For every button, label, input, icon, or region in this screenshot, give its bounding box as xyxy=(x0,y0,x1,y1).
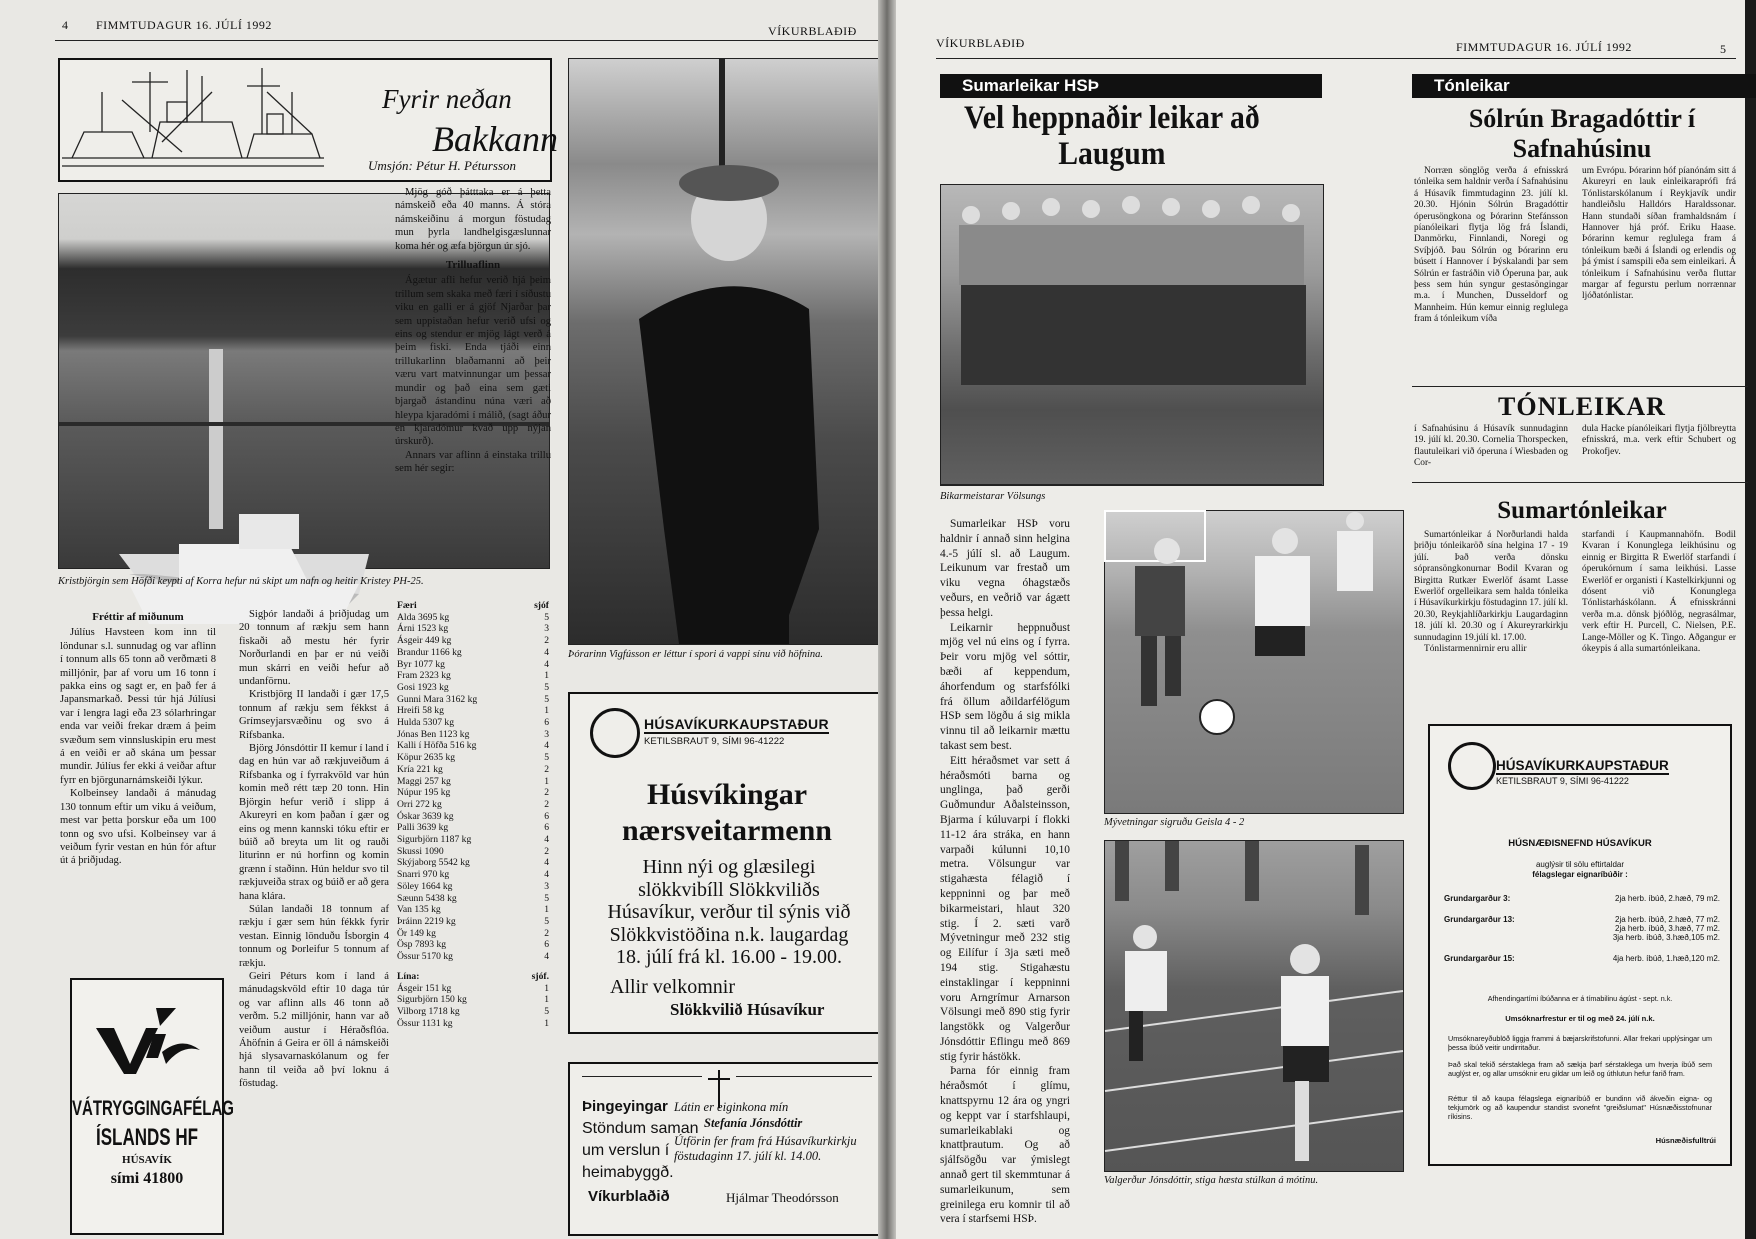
table-row xyxy=(397,857,549,869)
sumarleikar-kicker: Sumarleikar HSÞ xyxy=(940,74,1322,98)
trips: 6 xyxy=(544,810,549,822)
boat-catch: Alda 3695 kg xyxy=(397,611,450,623)
table-row xyxy=(397,994,549,1006)
thing-line5: Víkurblaðið xyxy=(588,1188,670,1205)
boat-catch: Össur 1131 kg xyxy=(397,1017,453,1029)
leikar-para: Eitt héraðsmet var sett á héraðsmóti barna og unglinga, það gerði Guðmundur Aðalsteinsson, Bjarma í kúluvarpi í flokki 11-12 ára stráka, en hann varpaði kúlunni 10,10 metra. Völsungur var stigahæsta félagið í keppninni og þar með bikarmeistari, hlaut 320 stig. Í 2. sæti varð Mývetningur með 232 stig og Eilífur í 3ja sæti með 194 stig. Stigahæstu einstaklingar í keppninni voru Arngrímur Arnarson Völsungi með 890 stig fyrir langstökk og Valgerður Jónsdóttir Eflingu með 869 stig fyrir hástökk. xyxy=(940,754,1070,1063)
kaupstadur-ad xyxy=(568,692,886,1034)
trips: 3 xyxy=(544,880,549,892)
column-title-line2: Bakkann xyxy=(432,119,558,159)
obit-signed: Hjálmar Theodórsson xyxy=(726,1190,839,1205)
boat-catch: Fram 2323 kg xyxy=(397,670,451,682)
team-figures xyxy=(941,185,1323,485)
husnaedi-address: KETILSBRAUT 9, SÍMI 96-41222 xyxy=(1496,776,1629,786)
catch-table xyxy=(397,600,549,1029)
trips: 1 xyxy=(544,775,549,787)
table-row xyxy=(397,893,549,905)
sumarleikar-headline: Vel heppnaðir leikar að Laugum xyxy=(964,100,1260,172)
page-number-right: 5 xyxy=(1720,42,1727,56)
right-page xyxy=(896,0,1745,1239)
trips: 3 xyxy=(544,728,549,740)
running-head-paper-right: VÍKURBLAÐIÐ xyxy=(936,36,1025,50)
boat-catch: Jónas Ben 1123 kg xyxy=(397,728,470,740)
apartment-spec: 2ja herb. íbúð, 2.hæð, 79 m2. xyxy=(1615,894,1720,903)
table-row xyxy=(397,752,549,764)
boat-catch: Skussi 1090 xyxy=(397,845,444,857)
tonleikar-kicker: Tónleikar xyxy=(1412,74,1756,98)
boat-catch: Sigurbjörn 150 kg xyxy=(397,994,467,1006)
leikar-article-col xyxy=(940,517,1070,1226)
town-crest-icon xyxy=(590,708,640,758)
trips: 6 xyxy=(544,717,549,729)
table-row xyxy=(397,694,549,706)
trips: 1 xyxy=(544,982,549,994)
trillu-subhead: Trilluaflinn xyxy=(445,259,501,272)
runner-caption: Valgerður Jónsdóttir, stiga hæsta stúlkan á mótinu. xyxy=(1104,1175,1319,1186)
trips: 5 xyxy=(544,693,549,705)
leikar-para: Sumarleikar HSÞ voru haldnir í annað sinn helgina 4.-5 júlí sl. að Laugum. Leikunum var frestað um viku vegna óhagstæðs veðurs, en veðrið var ágætt þessa helgi. xyxy=(940,518,1070,619)
boat-catch: Sigurbjörn 1187 kg xyxy=(397,834,472,846)
man-caption: Þórarinn Vigfússon er léttur í spori á vappi sínu við höfnina. xyxy=(568,649,824,660)
ad-head1: Húsvíkingar xyxy=(646,778,808,811)
table-row xyxy=(397,717,549,729)
table-head-right: sjóf xyxy=(534,600,549,611)
boat-catch: Ásgeir 151 kg xyxy=(397,982,452,994)
boat-catch: Söley 1664 kg xyxy=(397,880,453,892)
soccer-photo xyxy=(1104,510,1404,814)
trips: 6 xyxy=(544,939,549,951)
thing-line4: heimabyggð. xyxy=(582,1164,674,1181)
kaupstadur-address: KETILSBRAUT 9, SÍMI 96-41222 xyxy=(644,736,785,747)
boat-catch: Sæunn 5438 kg xyxy=(397,892,457,904)
column-title-line1: Fyrir neðan xyxy=(382,84,512,114)
boat-catch: Palli 3639 kg xyxy=(397,822,449,834)
man-photo xyxy=(568,58,883,645)
column-header-box xyxy=(58,58,558,182)
column-byline: Umsjón: Pétur H. Pétursson xyxy=(368,158,517,173)
ad-body: Hinn nýi og glæsilegi slökkvibíll Slökkviliðs Húsavíkur, verður til sýnis við Slökkvistöðina n.k. laugardag 18. júlí frá kl. 16.00 - 19.00. xyxy=(607,856,851,968)
soccer-figures xyxy=(1105,511,1403,813)
table-row xyxy=(397,635,549,647)
news-subhead: Fréttir af miðunum xyxy=(92,611,184,623)
table-row xyxy=(397,729,549,741)
table-row xyxy=(397,916,549,928)
tonleikar-col-2: dula Hacke píanóleikari flytja fjölbreytta efnisskrá, m.a. verk eftir Schubert og Prokofjev. xyxy=(1582,424,1736,457)
runner-figures xyxy=(1105,841,1403,1171)
table-row xyxy=(397,811,549,823)
table-head-left: Færi xyxy=(397,600,417,611)
vikurbladid-ad xyxy=(568,1062,886,1236)
table-row xyxy=(397,647,549,659)
running-head-date: FIMMTUDAGUR 16. JÚLÍ 1992 xyxy=(96,18,272,32)
table-row xyxy=(397,881,549,893)
trips: 5 xyxy=(544,1005,549,1017)
tonleikar-col-1: í Safnahúsinu á Húsavík sunnudaginn 19. júlí kl. 20.30. Cornelia Thorspecken, flautuleikari við óperuna í Wiesbaden og Cor- xyxy=(1414,424,1568,469)
boat-catch: Kalli í Höfða 516 kg xyxy=(397,740,477,752)
tonleikar-banner: TÓNLEIKAR xyxy=(1498,392,1666,421)
col2-para: Björg Jónsdóttir II kemur í land í dag en hún var að rækjuveiðum á Rifsbanka og í fyrrakvöld var hún komin með rétt tæp 20 tonn. Hin Björgin hefur verið í slipp á Akureyri en kom þaðan í gær og eins og menn kannski tóku eftir er búið að breyta um lit og rauði liturinn er nú horfinn og komin grænn í staðinn. Hún heldur svo til rækjuveiða strax og búið er að gera hana klára. xyxy=(239,743,389,902)
vis-name2: ÍSLANDS HF xyxy=(96,1124,198,1151)
trips: 2 xyxy=(544,763,549,775)
boat-catch: Köpur 2635 kg xyxy=(397,752,456,764)
husnaedi-ad: HÚSAVÍKURKAUPSTAÐUR KETILSBRAUT 9, SÍMI 96-41222 HÚSNÆÐISNEFND HÚSAVÍKUR auglýsir til sölu eftirtaldar félagslegar eignaríbúðir : Grundargarður 3: 2ja herb. íbúð, 2.hæð, 79 m2. Grundargarður 13: 2ja herb. íbúð, 2.hæð, 77 m2. 2ja herb. íbúð, 3.hæð, 77 m2. 3ja herb. íbúð, 3.hæð,105 m2. Grundargarður 15: 4ja herb. íbúð, 1.hæð,120 m2. Afhendingartími íbúðanna er á tímabilinu ágúst - sept. n.k. Umsóknarfrestur er til og með 24. júlí n.k. Umsóknareyðublöð liggja frammi á bæjarskrifstofunni. Allar frekari upplýsingar um þessa íbúð veitir undirritaður. Það skal tekið sérstaklega fram að sækja þarf sérstaklega um hverja íbúð sem auglýst er, og allar umsóknir eru gildar um leið og úthlutun hefur farið fram. Réttur til að kaupa félagslega eignaríbúð er bundinn við ákveðin eigna- og tekjumörk og að kaupendur standist svonefnt "greiðslumat" Húsnæðisstofnunar ríkisins. Húsnæðisfulltrúi xyxy=(1428,724,1732,1166)
trips: 2 xyxy=(544,845,549,857)
sumar-col-1: Sumartónleikar á Norðurlandi halda þriðju tónleikaröð sína helgina 17 - 19 júlí. Það verða dönsku sópransöngkonurnar Bodil Kvaran og Birgitta Rutkær Ewerlöf ásamt Lasse Ewerlöf orgelleikara sem halda tónleika í Húsavíkurkirkju föstudaginn 17. júlí kl. 20.30, Reykjahlíðarkirkju Laugardaginn 18. júlí kl. 20.30 og í Akureyrarkirkju sunnudaginn 19.júlí kl. 17.00. Tónlistarmennirnir eru allir xyxy=(1414,530,1568,655)
table-row xyxy=(397,740,549,752)
boat-catch: Hulda 5307 kg xyxy=(397,717,455,729)
table-row xyxy=(397,928,549,940)
obit-text: Útförin fer fram frá Húsavíkurkirkju föstudaginn 17. júlí kl. 14.00. xyxy=(674,1134,857,1163)
table-row xyxy=(397,951,549,963)
trips: 5 xyxy=(544,752,549,764)
vis-town: HÚSAVÍK xyxy=(122,1154,172,1166)
boat-catch: Ösp 7893 kg xyxy=(397,939,447,951)
col2-para: Súlan landaði 18 tonnum af rækju í gær sem hún fékkk fyrir vestan. Einnig lönduðu Ísborgin 4 tonnum og Þorleifur 5 tonnum af rækju. xyxy=(239,903,389,969)
table-row xyxy=(397,834,549,846)
thing-line1: Þingeyingar xyxy=(582,1098,668,1115)
col3-para: Ágætur afli hefur verið hjá þeim trillum sem skaka með færi í síðustu viku en galli er á gjöf Njarðar þar sem uppistaðan hefur verið ufsi og eins og stendur er mjög lágt verð á þeim fiski. Enda tjáði einn trillukarlinn blaðamanni að þeir væru vart matvinnungar um þessar mundir og það eina sem gæti bjargað ástandinu núna væri að hleypa kjaradómi í málið, (sagt áður en kjaradómur kvað upp nýjan úrskurð). xyxy=(395,275,551,448)
apartment-row xyxy=(1444,915,1720,942)
boat-catch: Brandur 1166 kg xyxy=(397,646,462,658)
table-row xyxy=(397,939,549,951)
table-row xyxy=(397,1006,549,1018)
boat-catch: Orri 272 kg xyxy=(397,798,442,810)
table-row xyxy=(397,682,549,694)
boat-catch: Þráinn 2219 kg xyxy=(397,915,456,927)
col3-intro: Mjög góð þátttaka er á þetta námskeið eða 40 manns. Á stóra námskeiðinu á morgun föstudag mun þyrla landhelgisgæslunnar koma hér og æfa björgun úr sjó. xyxy=(395,187,551,252)
boat-catch: Skýjaborg 5542 kg xyxy=(397,857,470,869)
harbor-sketch-illustration xyxy=(62,62,324,174)
trips: 1 xyxy=(544,1017,549,1029)
lina-head-right: sjóf. xyxy=(531,970,549,982)
trips: 1 xyxy=(544,705,549,717)
article-col-2 xyxy=(239,608,389,1233)
trips: 4 xyxy=(544,834,549,846)
boat-catch: Össur 5170 kg xyxy=(397,951,453,963)
apartment-row xyxy=(1444,894,1720,903)
trips: 2 xyxy=(544,927,549,939)
trips: 6 xyxy=(544,822,549,834)
trips: 2 xyxy=(544,798,549,810)
boat-caption: Kristbjörgin sem Höfði keypti af Korra hefur nú skipt um nafn og heitir Kristey PH-25. xyxy=(58,576,424,587)
table-row xyxy=(397,869,549,881)
boat-catch: Gunni Mara 3162 kg xyxy=(397,693,478,705)
table-row xyxy=(397,822,549,834)
boat-catch: Óskar 3639 kg xyxy=(397,810,454,822)
apartment-spec: 2ja herb. íbúð, 3.hæð, 77 m2. xyxy=(1615,924,1720,933)
apartment-spec: 3ja herb. íbúð, 3.hæð,105 m2. xyxy=(1612,933,1720,942)
trips: 4 xyxy=(544,869,549,881)
trips: 1 xyxy=(544,994,549,1006)
leikar-para: Þarna fór einnig fram héraðsmót í glímu, knattspyrnu 12 ára og yngri og keppt var í starfshlaupi, sumarleikablaki og knattþrautum. Og að sjálfsögðu var ýmislegt annað gert til skemmtunar á sumarleikunum, sem greinilega eru komnir til að vera í starfsemi HSÞ. xyxy=(940,1065,1070,1226)
sumartonleikar-headline: Sumartónleikar xyxy=(1497,497,1667,524)
boat-catch: Gosi 1923 kg xyxy=(397,681,449,693)
table-row xyxy=(397,612,549,624)
apartment-spec: 4ja herb. íbúð, 1.hæð,120 m2. xyxy=(1612,954,1720,963)
table-row xyxy=(397,799,549,811)
vis-phone: sími 41800 xyxy=(110,1170,184,1187)
boat-catch: Ör 149 kg xyxy=(397,927,436,939)
trips: 5 xyxy=(544,892,549,904)
thing-line2: Stöndum saman xyxy=(582,1120,699,1137)
runner-photo xyxy=(1104,840,1404,1172)
solrun-col-2: um Evrópu. Þórarinn hóf píanónám sitt á Akureyri en lauk einleikaraprófi frá Tónlistarskólanum í Reykjavík undir handleiðslu Halldórs Haraldssonar. Hann stundaði síðan framhaldsnám í Hannover hjá próf. Eriku Haase. Þórarinn kemur reglulega fram á tónleikum bæði á Íslandi og erlendis og þá ýmist í samspili eða sem einleikari. Á tónleikum í Safnahúsinu verða fluttar margar af fegurstu perlum norrænnar ljóðatónlistar. xyxy=(1582,166,1736,302)
boat-catch: Byr 1077 kg xyxy=(397,658,445,670)
apartment-spec: 2ja herb. íbúð, 2.hæð, 77 m2. xyxy=(1615,915,1720,924)
trips: 4 xyxy=(544,740,549,752)
lina-head-left: Lína: xyxy=(397,970,420,982)
article-col-3 xyxy=(395,186,551,594)
trips: 3 xyxy=(544,623,549,635)
apartment-row xyxy=(1444,954,1720,963)
col2-para: Geiri Péturs kom í land á mánudagskvöld eftir 10 daga túr og var aflinn alls 46 tonn að verðm. 5.2 milljónir, hann var að veiðum austur í Héraðsflóa. Áhöfnin á Geira er öll á námskeiði hjá slysavarnaskólanum og fer hann til veiða að því loknu á föstudag. xyxy=(239,970,389,1090)
table-row xyxy=(397,983,549,995)
solrun-col-1: Norræn sönglög verða á efnisskrá tónleika sem haldnir verða í Safnahúsinu á Húsavík fimmtudaginn 23. júlí kl. 20.30. Hjónin Sólrún Bragadóttir óperusöngkona og Þórarinn Stefánsson píanóleikari flytja lög frá Íslandi, Danmörku, Finnlandi, Noregi og Svíþjóð. Þau Sólrún og Þórarinn eru búsett í Hannover í Þýskalandi þar sem Sólrún er fastráðin við Óperuna þar, auk þess sem hún syngur gestasöngingar m.a. í Munchen, Dusseldorf og Mannheim. Hún kemur einnig reglulega fram á tónleikum víða xyxy=(1414,166,1568,325)
table-row xyxy=(397,670,549,682)
street: Grundargarður 15: xyxy=(1444,954,1515,963)
col3-para: Annars var aflinn á einstaka trillu sem hér segir: xyxy=(395,449,551,475)
trips: 1 xyxy=(544,670,549,682)
trips: 4 xyxy=(544,646,549,658)
boat-catch: Snarri 970 kg xyxy=(397,869,450,881)
leikar-para: Leikarnir heppnuðust mjög vel nú eins og í fyrra. Þeir voru mjög vel sóttir, bæði af keppendum, áhorfendum og starfsfólki frá öllum aðildarfélögum HSÞ sem lögðu á sig mikla vinnu til að leikarnir mættu takast sem best. xyxy=(940,621,1070,752)
table-row xyxy=(397,904,549,916)
boat-catch: Árni 1523 kg xyxy=(397,623,449,635)
vis-name1: VÁTRYGGINGAFÉLAG xyxy=(72,1096,234,1121)
soccer-caption: Mývetningar sigruðu Geisla 4 - 2 xyxy=(1104,817,1245,828)
article-col-1 xyxy=(60,605,216,985)
table-row xyxy=(397,659,549,671)
ad-welcome: Allir velkomnir xyxy=(610,976,735,998)
street: Grundargarður 13: xyxy=(1444,915,1515,924)
town-crest-icon xyxy=(1448,742,1496,790)
solrun-headline: Sólrún Bragadóttir í Safnahúsinu xyxy=(1468,104,1696,163)
trips: 1 xyxy=(544,904,549,916)
trips: 5 xyxy=(544,681,549,693)
col2-para: Kristbjörg II landaði í gær 17,5 tonnum af rækju sem fékkst á Grímseyjarsvæðinu og svo á Rifsbanka. xyxy=(239,689,389,741)
page-number: 4 xyxy=(62,18,69,32)
trips: 4 xyxy=(544,658,549,670)
table-row xyxy=(397,623,549,635)
table-row xyxy=(397,776,549,788)
table-row xyxy=(397,787,549,799)
trips: 5 xyxy=(544,915,549,927)
ad-signoff: Slökkvilið Húsavíkur xyxy=(670,1000,825,1019)
vis-ad xyxy=(70,978,234,1235)
husnaedi-title: HÚSNÆÐISNEFND HÚSAVÍKUR xyxy=(1508,838,1652,849)
trips: 5 xyxy=(544,611,549,623)
trips: 4 xyxy=(544,951,549,963)
running-head-paper: VÍKURBLAÐIÐ xyxy=(768,24,857,38)
table-row xyxy=(397,705,549,717)
col1-para: Kolbeinsey landaði á mánudag 130 tonnum eftir um viku á veiðum, mest var þetta þorskur eða um 100 tonn og svo ufsi. Kolbeinsey var á veiðum fyrir vestan en hún fór aftur út á þriðjudag. xyxy=(60,788,216,867)
boat-catch: Maggi 257 kg xyxy=(397,775,451,787)
obit-intro: Látin er eiginkona mín xyxy=(674,1100,789,1114)
team-caption: Bikarmeistarar Völsungs xyxy=(940,491,1046,502)
thing-line3: um verslun í xyxy=(582,1142,670,1159)
boat-catch: Van 135 kg xyxy=(397,904,441,916)
kaupstadur-name: HÚSAVÍKURKAUPSTAÐUR xyxy=(644,716,829,732)
man-silhouette xyxy=(569,59,882,644)
team-photo xyxy=(940,184,1324,486)
running-head-date-right: FIMMTUDAGUR 16. JÚLÍ 1992 xyxy=(1456,40,1632,54)
table-row xyxy=(397,1018,549,1030)
col1-para: Júlíus Havsteen kom inn til löndunar s.l. sunnudag og var aflinn í tonnum alls 65 tonn að verðmæti 8 milljónir, þar af voru um 16 tonn í pakka eins og sagt er, en það fer á Japansmarkað. Þessi túr hjá Júlíusi var í lengra lagi eða 23 sólarhringar enda var veiði frekar dræm á þeim svæðum sem vinnsluskipin eru mest á en veiði er að skána um þessar mundir. Júlíus fer ekki á veiðar aftur fyrr en björgunarnámskeiði lýkur. xyxy=(60,627,216,786)
trips: 4 xyxy=(544,857,549,869)
center-fold xyxy=(878,0,896,1239)
husnaedi-kaupstadur: HÚSAVÍKURKAUPSTAÐUR xyxy=(1496,758,1669,773)
table-row xyxy=(397,846,549,858)
boat-catch: Kría 221 kg xyxy=(397,763,443,775)
trips: 2 xyxy=(544,787,549,799)
trips: 2 xyxy=(544,635,549,647)
street: Grundargarður 3: xyxy=(1444,894,1511,903)
boat-catch: Hreifi 58 kg xyxy=(397,705,444,717)
sumar-col-2: starfandi í Kaupmannahöfn. Bodil Kvaran í Konunglega leikhúsinu og einnig er Birgitta R Ewerlöf starfandi í óperukórnum í sama leikhúsi. Lasse Ewerlöf er organisti í Kastelkirkjunni og dósent við Konunglega Tónlistarháskólann. Á efnisskránni verða m.a. dönsk þjóðlög, negrasálmar, verk eftir H. Purcell, C. Nielsen, P.E. Lange-Möller og K. Tingo. Aðgangur er ókeypis á alla sumartónleikana. xyxy=(1582,530,1736,655)
boat-catch: Núpur 195 kg xyxy=(397,787,451,799)
ad-head2: nærsveitarmenn xyxy=(622,814,832,847)
boat-catch: Ásgeir 449 kg xyxy=(397,635,452,647)
col2-para: Sigþór landaði á þriðjudag um 20 tonnum af rækju sem hann fiskaði að mestu hér fyrir Norðurlandi en þar er nú veiði mun skárri en veiði hefur að undanförnu. xyxy=(239,609,389,688)
vis-logo-icon xyxy=(96,1008,200,1074)
table-row xyxy=(397,764,549,776)
obit-name: Stefanía Jónsdóttir xyxy=(704,1116,803,1130)
boat-catch: Vilborg 1718 kg xyxy=(397,1005,460,1017)
